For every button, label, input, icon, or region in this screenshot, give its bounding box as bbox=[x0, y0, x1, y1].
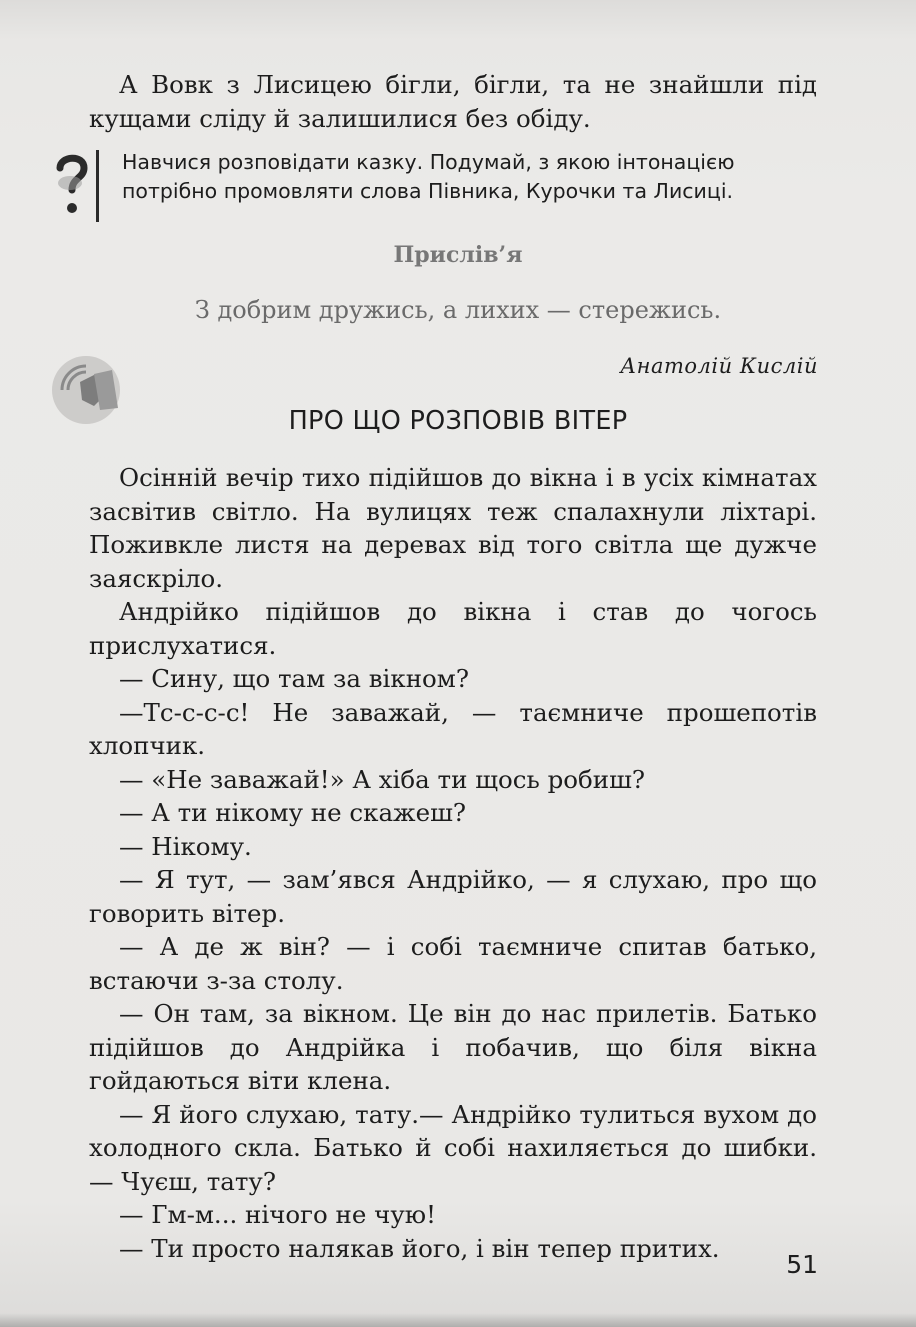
question-mark-icon bbox=[52, 148, 92, 218]
story-paragraph: Андрійко підійшов до вікна і став до чогось прислухатися. bbox=[89, 597, 817, 660]
task-divider bbox=[96, 150, 99, 222]
proverb-heading: Прислів’я bbox=[393, 242, 523, 268]
story-paragraph: — А ти нікому не скажеш? bbox=[119, 798, 466, 827]
story-paragraph: — Я його слухаю, тату.— Андрійко тулиться вухом до холодного скла. Батько й собі нахиляється до шибки. — Чуєш, тату? bbox=[89, 1099, 817, 1196]
intro-paragraph: А Вовк з Лисицею бігли, бігли, та не знайшли під кущами сліду й залишилися без обіду. bbox=[89, 70, 817, 133]
story-paragraph: — Я тут, — зам’явся Андрійко, — я слухаю, про що говорить вітер. bbox=[89, 865, 817, 928]
author-name: Анатолій Кислій bbox=[620, 354, 818, 378]
story-paragraph: — Ти просто налякав його, і він тепер притих. bbox=[119, 1233, 720, 1263]
task-box bbox=[52, 146, 822, 224]
story-paragraph: — Гм-м... нічого не чую! bbox=[119, 1200, 436, 1229]
story-title: ПРО ЩО РОЗПОВІВ ВІТЕР bbox=[288, 406, 628, 436]
task-text: Навчися розповідати казку. Подумай, з якою інтонацією потрібно промовляти слова Півника, Курочки та Лисиці. bbox=[122, 150, 735, 203]
story-text bbox=[89, 461, 817, 1265]
story-paragraph: — А де ж він? — і собі таємниче спитав батько, встаючи з-за столу. bbox=[89, 932, 817, 995]
page-number: 51 bbox=[786, 1250, 818, 1279]
story-paragraph: — «Не заважай!» А хіба ти щось робиш? bbox=[119, 764, 646, 794]
story-paragraph: Осінній вечір тихо підійшов до вікна і в усіх кімнатах засвітив світло. На вулицях теж спалахнули ліхтарі. Поживкле листя на деревах від того світла ще дужче заяскріло. bbox=[89, 463, 817, 593]
story-paragraph: —Тс-с-с-с! Не заважай, — таємниче прошепотів хлопчик. bbox=[89, 697, 817, 760]
story-paragraph: — Сину, що там за вікном? bbox=[119, 664, 469, 693]
page-edge-shadow bbox=[0, 1313, 916, 1327]
intro-paragraph-block bbox=[89, 68, 817, 135]
proverb-text: З добрим дружись, а лихих — стережись. bbox=[194, 296, 722, 324]
story-paragraph: — Он там, за вікном. Це він до нас прилетів. Батько підійшов до Андрійка і побачив, що біля вікна гойдаються віти клена. bbox=[89, 999, 817, 1095]
story-paragraph: — Нікому. bbox=[119, 831, 252, 861]
